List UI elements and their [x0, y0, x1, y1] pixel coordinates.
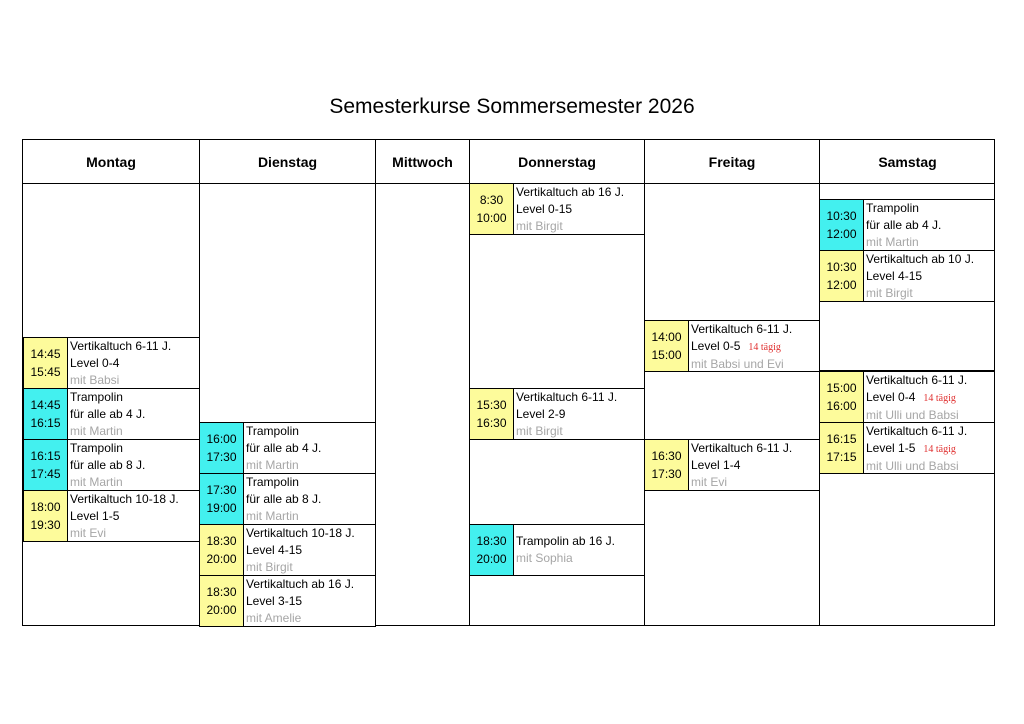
- class-teacher: mit Birgit: [516, 424, 563, 438]
- class-start-time: 17:30: [206, 483, 237, 497]
- class-start-time: 8:30: [479, 193, 504, 207]
- class-block: [199, 422, 376, 474]
- class-end-time: 20:00: [206, 552, 237, 566]
- class-teacher: mit Ulli und Babsi: [866, 459, 959, 473]
- class-title: Vertikaltuch 6-11 J.: [866, 424, 968, 438]
- class-time: [200, 474, 244, 524]
- class-time: [645, 321, 689, 371]
- class-end-time: 17:45: [30, 467, 61, 481]
- class-title: Vertikaltuch 10-18 J.: [246, 526, 355, 540]
- day-header-freitag: Freitag: [708, 153, 756, 170]
- class-block: [819, 422, 995, 474]
- class-start-time: 10:30: [826, 209, 857, 223]
- class-teacher: mit Babsi und Evi: [691, 357, 784, 371]
- class-end-time: 16:15: [30, 416, 61, 430]
- class-title: Vertikaltuch 10-18 J.: [70, 492, 179, 506]
- class-block: [469, 183, 645, 235]
- class-level: für alle ab 4 J.: [246, 441, 322, 455]
- class-teacher: mit Birgit: [246, 560, 293, 574]
- class-level: Level 0-4: [70, 356, 120, 370]
- class-title: Trampolin: [246, 424, 299, 438]
- class-level: für alle ab 4 J.: [70, 407, 146, 421]
- class-teacher: mit Ulli und Babsi: [866, 408, 959, 422]
- class-block: [199, 473, 376, 525]
- class-teacher: mit Birgit: [866, 286, 913, 300]
- class-level: Level 1-4: [691, 458, 741, 472]
- day-header-mittwoch: Mittwoch: [392, 153, 453, 170]
- class-time: [200, 525, 244, 575]
- class-start-time: 10:30: [826, 260, 857, 274]
- class-title: Vertikaltuch ab 16 J.: [516, 185, 625, 199]
- class-block: [23, 490, 200, 542]
- class-block: [469, 388, 645, 440]
- biweekly-note: 14 tägig: [923, 393, 956, 404]
- class-time: [470, 525, 514, 575]
- class-start-time: 18:30: [206, 534, 237, 548]
- class-end-time: 17:30: [651, 467, 682, 481]
- class-time: [470, 389, 514, 439]
- class-teacher: mit Amelie: [246, 611, 302, 625]
- schedule-table: [22, 139, 995, 626]
- class-teacher: mit Babsi: [70, 373, 120, 387]
- class-time: [820, 423, 864, 473]
- class-start-time: 16:15: [826, 432, 857, 446]
- class-teacher: mit Martin: [246, 509, 299, 523]
- class-title: Vertikaltuch ab 16 J.: [246, 577, 355, 591]
- class-teacher: mit Evi: [70, 526, 106, 540]
- class-time: [470, 184, 514, 234]
- class-level: Level 0-15: [516, 202, 573, 216]
- class-block: [644, 320, 820, 372]
- class-end-time: 19:00: [206, 501, 237, 515]
- class-time: [820, 200, 864, 250]
- class-time: [200, 576, 244, 626]
- class-start-time: 14:00: [651, 330, 682, 344]
- class-end-time: 10:00: [476, 211, 507, 225]
- class-end-time: 17:15: [826, 450, 857, 464]
- class-start-time: 15:00: [826, 381, 857, 395]
- class-block: [199, 575, 376, 627]
- class-time: [24, 338, 68, 388]
- class-end-time: 16:00: [826, 399, 857, 413]
- class-teacher: mit Martin: [70, 475, 123, 489]
- class-teacher: mit Sophia: [516, 551, 573, 565]
- class-time: [200, 423, 244, 473]
- day-header-dienstag: Dienstag: [257, 153, 318, 170]
- class-time: [820, 372, 864, 422]
- class-title: Vertikaltuch 6-11 J.: [70, 339, 172, 353]
- class-block: [469, 524, 645, 576]
- class-time: [645, 440, 689, 490]
- class-start-time: 15:30: [476, 398, 507, 412]
- class-end-time: 15:00: [651, 348, 682, 362]
- class-title: Trampolin ab 16 J.: [516, 534, 615, 548]
- class-level: Level 4-15: [246, 543, 303, 557]
- class-level: Level 0-4: [866, 390, 916, 404]
- class-block: [819, 250, 995, 302]
- class-time: [820, 251, 864, 301]
- class-block: [819, 371, 995, 423]
- class-level: für alle ab 8 J.: [70, 458, 146, 472]
- class-level: für alle ab 4 J.: [866, 218, 942, 232]
- class-end-time: 15:45: [30, 365, 61, 379]
- class-teacher: mit Birgit: [516, 219, 563, 233]
- class-teacher: mit Martin: [70, 424, 123, 438]
- class-end-time: 19:30: [30, 518, 61, 532]
- class-start-time: 16:15: [30, 449, 61, 463]
- class-block: [819, 199, 995, 251]
- class-start-time: 18:30: [476, 534, 507, 548]
- day-header-montag: Montag: [86, 153, 136, 170]
- class-block: [23, 439, 200, 491]
- class-block: [23, 337, 200, 389]
- class-level: Level 3-15: [246, 594, 303, 608]
- class-start-time: 14:45: [30, 398, 61, 412]
- biweekly-note: 14 tägig: [923, 444, 956, 455]
- class-level: Level 1-5: [866, 441, 916, 455]
- class-title: Trampolin: [246, 475, 299, 489]
- class-start-time: 18:00: [30, 500, 61, 514]
- class-title: Trampolin: [70, 390, 123, 404]
- class-end-time: 12:00: [826, 227, 857, 241]
- biweekly-note: 14 tägig: [748, 342, 781, 353]
- class-title: Vertikaltuch 6-11 J.: [691, 441, 793, 455]
- class-teacher: mit Martin: [866, 235, 919, 249]
- class-end-time: 20:00: [476, 552, 507, 566]
- class-start-time: 18:30: [206, 585, 237, 599]
- class-time: [24, 491, 68, 541]
- class-level: für alle ab 8 J.: [246, 492, 322, 506]
- class-block: [23, 388, 200, 440]
- class-time: [24, 389, 68, 439]
- class-title: Vertikaltuch 6-11 J.: [866, 373, 968, 387]
- class-end-time: 12:00: [826, 278, 857, 292]
- class-block: [644, 439, 820, 491]
- class-end-time: 17:30: [206, 450, 237, 464]
- class-title: Trampolin: [70, 441, 123, 455]
- class-start-time: 16:00: [206, 432, 237, 446]
- class-title: Vertikaltuch 6-11 J.: [691, 322, 793, 336]
- row-line: [469, 575, 645, 576]
- class-level: Level 0-5: [691, 339, 741, 353]
- class-time: [24, 440, 68, 490]
- page-title: Semesterkurse Sommersemester 2026: [329, 95, 695, 118]
- class-end-time: 20:00: [206, 603, 237, 617]
- class-start-time: 16:30: [651, 449, 682, 463]
- class-teacher: mit Martin: [246, 458, 299, 472]
- class-teacher: mit Evi: [691, 475, 727, 489]
- class-end-time: 16:30: [476, 416, 507, 430]
- day-header-donnerstag: Donnerstag: [518, 153, 596, 170]
- day-header-samstag: Samstag: [878, 153, 937, 170]
- class-start-time: 14:45: [30, 347, 61, 361]
- class-level: Level 2-9: [516, 407, 566, 421]
- class-level: Level 4-15: [866, 269, 923, 283]
- class-title: Trampolin: [866, 201, 919, 215]
- class-title: Vertikaltuch 6-11 J.: [516, 390, 618, 404]
- class-level: Level 1-5: [70, 509, 120, 523]
- class-title: Vertikaltuch ab 10 J.: [866, 252, 975, 266]
- class-block: [199, 524, 376, 576]
